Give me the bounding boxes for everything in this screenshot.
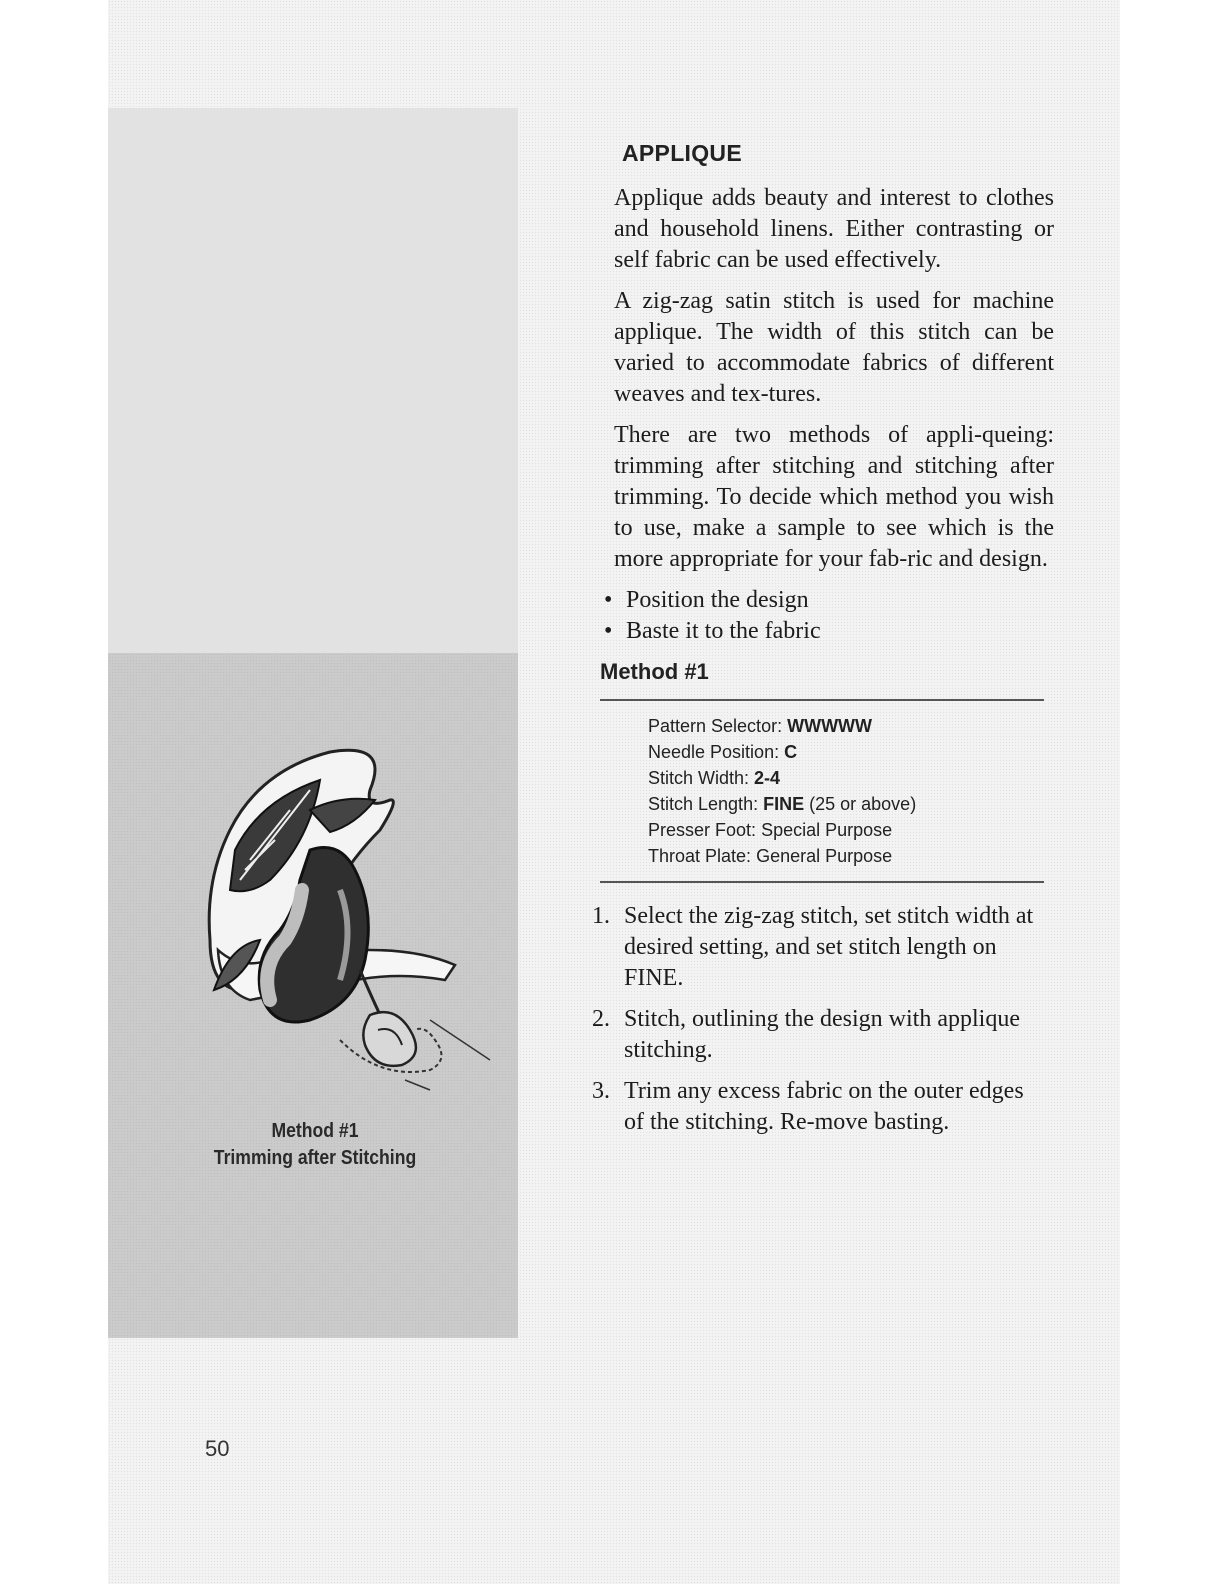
setting-value: C	[784, 742, 798, 762]
setting-extra: (25 or above)	[809, 794, 917, 814]
pear-applique-illustration	[190, 740, 500, 1100]
setting-pattern-selector	[648, 713, 1058, 739]
section-heading: APPLIQUE	[622, 140, 742, 166]
caption-line-1: Method #1	[271, 1120, 359, 1142]
paragraph-methods: There are two methods of appli-queing: trimming after stitching and stitching after trimming. To decide which method you wish to use, make a sample to see which is the more appropriate for your fab-ric and design.	[614, 422, 1054, 572]
setting-throat-plate	[648, 843, 1058, 869]
setting-label: Needle Position:	[648, 742, 780, 762]
method-heading: Method #1	[600, 659, 709, 684]
machine-settings	[648, 713, 1058, 869]
paragraph-intro: Applique adds beauty and interest to clothes and household linens. Either contrasting or self fabric can be used effectively.	[614, 185, 1054, 273]
step-text: Select the zig-zag stitch, set stitch width at desired setting, and set stitch length on FINE.	[624, 903, 1034, 991]
setting-label: Stitch Width:	[648, 768, 750, 788]
left-shaded-area	[108, 108, 518, 653]
setting-label: Presser Foot:	[648, 820, 757, 840]
divider-bottom	[600, 881, 1044, 883]
step-item	[592, 901, 1034, 994]
setting-value: 2-4	[754, 768, 781, 788]
bullet-text: Baste it to the fabric	[626, 618, 821, 644]
setting-label: Throat Plate:	[648, 846, 752, 866]
content-column	[592, 140, 1058, 1148]
setting-label: Pattern Selector:	[648, 716, 783, 736]
step-number: 1.	[592, 903, 610, 929]
step-item	[592, 1004, 1034, 1066]
bullet-item	[602, 585, 1058, 616]
step-item	[592, 1076, 1034, 1138]
setting-label: Stitch Length:	[648, 794, 759, 814]
divider-top	[600, 699, 1044, 701]
bullet-text: Position the design	[626, 587, 809, 613]
setting-stitch-length	[648, 791, 1058, 817]
illustration-caption	[170, 1118, 460, 1172]
bullet-list	[602, 585, 1058, 647]
step-text: Trim any excess fabric on the outer edges of the stitching. Re-move basting.	[624, 1078, 1024, 1135]
setting-needle-position	[648, 739, 1058, 765]
setting-value: General Purpose	[756, 846, 893, 866]
caption-line-2: Trimming after Stitching	[213, 1147, 417, 1169]
paragraph-satin-stitch: A zig-zag satin stitch is used for machine applique. The width of this stitch can be varied to accommodate fabrics of different weaves and tex-tures.	[614, 288, 1054, 407]
setting-stitch-width	[648, 765, 1058, 791]
setting-presser-foot	[648, 817, 1058, 843]
bullet-item	[602, 616, 1058, 647]
bullet-dot: •	[604, 618, 613, 644]
bullet-dot: •	[604, 587, 613, 613]
step-number: 3.	[592, 1078, 610, 1104]
page-number: 50	[205, 1436, 230, 1461]
setting-value: FINE	[763, 794, 805, 814]
setting-value: WWWWW	[787, 716, 873, 736]
step-text: Stitch, outlining the design with applique stitching.	[624, 1006, 1020, 1063]
steps-list	[592, 901, 1058, 1138]
step-number: 2.	[592, 1006, 610, 1032]
setting-value: Special Purpose	[761, 820, 893, 840]
